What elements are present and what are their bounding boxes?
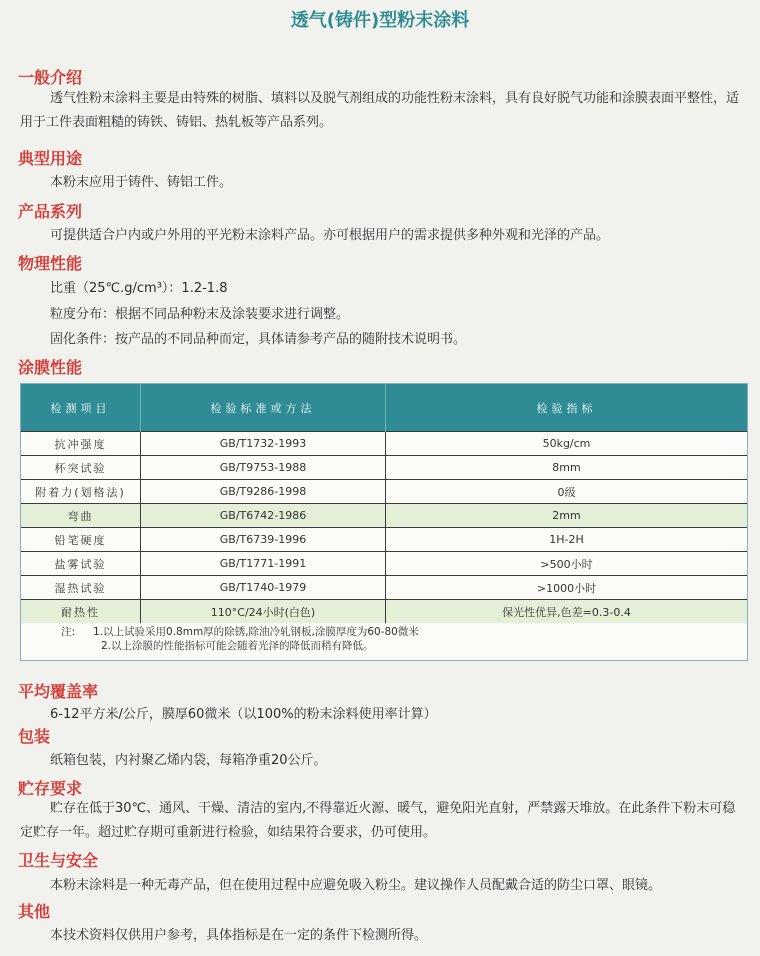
heading-coverage: 平均覆盖率: [18, 682, 99, 701]
safety-text: 本粉末涂料是一种无毒产品，但在使用过程中应避免吸入粉尘。建议操作人员配戴合适的防尘口罩、眼镜。: [50, 878, 662, 893]
standard-cell: GB/T1740-1979: [141, 576, 386, 600]
standard-cell: GB/T6742-1986: [141, 504, 386, 528]
film-properties-table: [21, 384, 747, 623]
standard-cell: 110°C/24小时(白色): [141, 600, 386, 624]
packaging-text: 纸箱包装，内衬聚乙烯内袋，每箱净重20公斤。: [50, 753, 327, 768]
table-row: [21, 456, 747, 480]
indicator-cell: 8mm: [386, 456, 748, 480]
heading-physical-properties: 物理性能: [18, 254, 83, 273]
standard-cell: GB/T1771-1991: [141, 552, 386, 576]
heading-packaging: 包装: [18, 727, 51, 746]
test-item-cell: 杯突试验: [21, 456, 141, 480]
test-item-cell: 抗冲强度: [21, 432, 141, 456]
indicator-cell: >1000小时: [386, 576, 748, 600]
density-text: 比重（25℃.g/cm³）：1.2-1.8: [50, 281, 228, 296]
test-item-cell: 附着力(划格法): [21, 480, 141, 504]
test-item-cell: 弯曲: [21, 504, 141, 528]
heading-product-series: 产品系列: [18, 202, 83, 221]
storage-text: 贮存在低于30℃、通风、干燥、清洁的室内,不得靠近火源、暖气，避免阳光直射，严禁露天堆放。在此条件下粉末可稳定贮存一年。超过贮存期可重新进行检验，如结果符合要求，仍可使用。: [20, 801, 736, 840]
indicator-cell: 2mm: [386, 504, 748, 528]
film-properties-table-box: [20, 383, 748, 661]
table-row: [21, 504, 747, 528]
usage-text: 本粉末应用于铸件、铸铝工件。: [50, 175, 233, 190]
table-row: [21, 432, 747, 456]
table-header-indicator: 检验指标: [386, 384, 748, 432]
test-item-cell: 盐雾试验: [21, 552, 141, 576]
indicator-cell: 1H-2H: [386, 528, 748, 552]
standard-cell: GB/T9286-1998: [141, 480, 386, 504]
curing-text: 固化条件：按产品的不同品种而定，具体请参考产品的随附技术说明书。: [50, 332, 467, 347]
test-item-cell: 耐热性: [21, 600, 141, 624]
heading-safety: 卫生与安全: [18, 851, 99, 870]
standard-cell: GB/T6739-1996: [141, 528, 386, 552]
heading-general-intro: 一般介绍: [18, 68, 83, 87]
series-text: 可提供适合户内或户外用的平光粉末涂料产品。亦可根据用户的需求提供多种外观和光泽的产品。: [50, 228, 610, 243]
indicator-cell: 0级: [386, 480, 748, 504]
page-title: 透气(铸件)型粉末涂料: [290, 10, 470, 31]
indicator-cell: 保光性优异,色差=0.3-0.4: [386, 600, 748, 624]
coverage-text: 6-12平方米/公斤，膜厚60微米（以100%的粉末涂料使用率计算）: [50, 707, 437, 722]
intro-text: 透气性粉末涂料主要是由特殊的树脂、填料以及脱气剂组成的功能性粉末涂料，具有良好脱气功能和涂膜表面平整性，适用于工件表面粗糙的铸铁、铸铝、热轧板等产品系列。: [20, 91, 740, 130]
note-label: 注:: [61, 626, 76, 638]
particle-text: 粒度分布：根据不同品种粉末及涂装要求进行调整。: [50, 307, 350, 322]
indicator-cell: >500小时: [386, 552, 748, 576]
heading-other: 其他: [18, 902, 51, 921]
table-row: [21, 480, 747, 504]
table-row: [21, 600, 747, 624]
note-2: 2.以上涂膜的性能指标可能会随着光泽的降低而稍有降低。: [101, 640, 374, 652]
table-row: [21, 552, 747, 576]
heading-typical-usage: 典型用途: [18, 149, 83, 168]
note-1: 1.以上试验采用0.8mm厚的除锈,除油冷轧钢板,涂膜厚度为60-80微米: [93, 626, 419, 638]
table-header-standard: 检验标准或方法: [141, 384, 386, 432]
indicator-cell: 50kg/cm: [386, 432, 748, 456]
heading-film-properties: 涂膜性能: [18, 358, 83, 377]
table-header-test-item: 检测项目: [21, 384, 141, 432]
test-item-cell: 湿热试验: [21, 576, 141, 600]
table-row: [21, 576, 747, 600]
heading-storage: 贮存要求: [18, 779, 83, 798]
test-item-cell: 铅笔硬度: [21, 528, 141, 552]
standard-cell: GB/T9753-1988: [141, 456, 386, 480]
standard-cell: GB/T1732-1993: [141, 432, 386, 456]
other-text: 本技术资料仅供用户参考，具体指标是在一定的条件下检测所得。: [50, 928, 428, 943]
table-row: [21, 528, 747, 552]
